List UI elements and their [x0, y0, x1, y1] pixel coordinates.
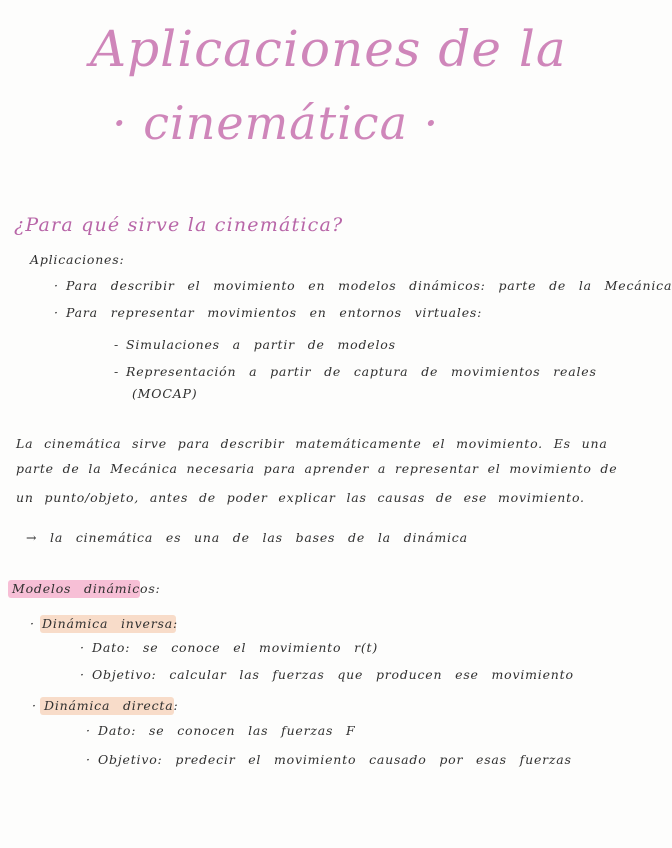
- list-item: [54, 278, 672, 293]
- list-item: [54, 305, 482, 320]
- paragraph-line: → la cinemática es una de las bases de la dinámica: [26, 530, 468, 545]
- direct-dynamics-label: Dinámica directa:: [44, 698, 179, 713]
- list-item: [86, 723, 356, 738]
- list-item: [32, 698, 178, 713]
- list-item: [114, 364, 597, 379]
- paragraph-line: parte de la Mecánica necesaria para aprender a representar el movimiento de: [16, 461, 618, 476]
- inverse-dynamics-label: Dinámica inversa:: [42, 616, 178, 631]
- bullet-dot: ·: [54, 278, 59, 293]
- applications-label: Aplicaciones:: [30, 252, 125, 267]
- list-item: [86, 752, 572, 767]
- sub-bullet-continuation: (MOCAP): [132, 386, 198, 401]
- bullet-dot: ·: [54, 305, 59, 320]
- sub-bullet-text: Representación a partir de captura de movimientos reales: [126, 364, 597, 379]
- page-title-line-2: · cinemática ·: [112, 96, 440, 150]
- page-title-line-1: Aplicaciones de la: [90, 20, 567, 78]
- bullet-text: Para representar movimientos en entornos virtuales:: [66, 305, 483, 320]
- bullet-dot: ·: [80, 667, 85, 682]
- dash-bullet: -: [114, 364, 120, 379]
- list-item: [80, 667, 574, 682]
- paragraph-line: un punto/objeto, antes de poder explicar las causas de ese movimiento.: [16, 490, 585, 505]
- bullet-text: Para describir el movimiento en modelos dinámicos: parte de la Mecánica: [66, 278, 672, 293]
- list-item: [30, 616, 178, 631]
- list-item: [114, 337, 396, 352]
- inverse-dato-text: Dato: se conoce el movimiento r(t): [92, 640, 379, 655]
- section-heading-models: Modelos dinámicos:: [12, 581, 161, 596]
- bullet-dot: ·: [32, 698, 37, 713]
- direct-dato-text: Dato: se conocen las fuerzas F: [98, 723, 356, 738]
- section-heading-purpose: ¿Para qué sirve la cinemática?: [14, 214, 344, 236]
- bullet-dot: ·: [80, 640, 85, 655]
- direct-objetivo-text: Objetivo: predecir el movimiento causado por esas fuerzas: [98, 752, 572, 767]
- bullet-dot: ·: [86, 752, 91, 767]
- bullet-dot: ·: [86, 723, 91, 738]
- list-item: [80, 640, 378, 655]
- inverse-objetivo-text: Objetivo: calcular las fuerzas que producen ese movimiento: [92, 667, 574, 682]
- paragraph-line: La cinemática sirve para describir matemáticamente el movimiento. Es una: [16, 436, 608, 451]
- dash-bullet: -: [114, 337, 120, 352]
- sub-bullet-text: Simulaciones a partir de modelos: [126, 337, 396, 352]
- bullet-dot: ·: [30, 616, 35, 631]
